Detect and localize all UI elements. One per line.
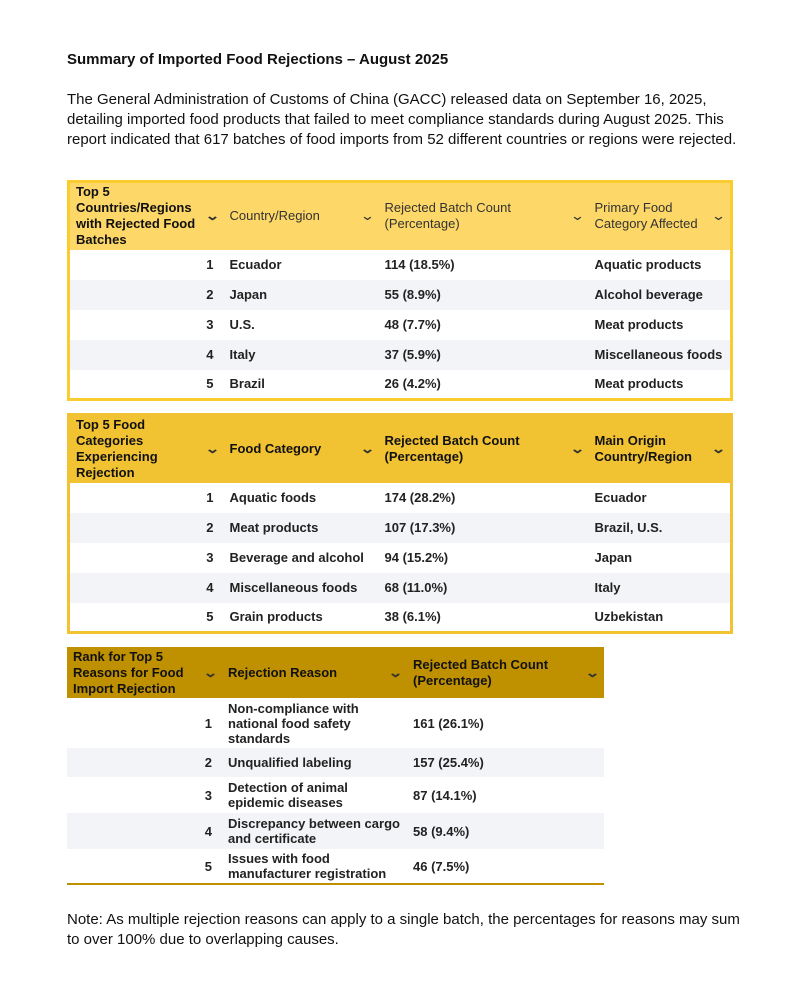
table-cell: Miscellaneous foods	[229, 580, 358, 595]
chevron-down-icon[interactable]: ⌄	[359, 441, 375, 457]
chevron-down-icon[interactable]: ⌄	[204, 441, 220, 457]
rank-cell: 1	[206, 490, 214, 505]
table-cell: Discrepancy between cargo and certificate	[228, 816, 400, 846]
chevron-down-icon[interactable]: ⌄	[710, 441, 727, 457]
rank-cell: 1	[206, 257, 214, 272]
column-header[interactable]	[379, 182, 589, 250]
table-row	[67, 748, 604, 777]
column-header[interactable]	[407, 647, 604, 698]
rejection-reasons-table	[67, 647, 604, 885]
table-row	[69, 543, 732, 573]
column-header[interactable]	[379, 415, 589, 483]
table-cell: Italy	[594, 580, 621, 595]
table-cell: U.S.	[229, 317, 255, 332]
table-row	[69, 573, 732, 603]
column-header[interactable]	[589, 415, 732, 483]
table-cell: Detection of animal epidemic diseases	[228, 780, 348, 810]
table-cell: 107 (17.3%)	[384, 520, 456, 535]
intro-paragraph: The General Administration of Customs of China (GACC) released data on September 16, 2025, detailing imported food products that failed to meet compliance standards during August 2025. This report indicated that 617 batches of food imports from 52 different countries or regions were rejected.	[67, 91, 737, 148]
chevron-down-icon[interactable]: ⌄	[202, 664, 219, 680]
rank-cell: 2	[206, 520, 214, 535]
table-cell: 37 (5.9%)	[384, 347, 441, 362]
table-cell: 87 (14.1%)	[413, 787, 477, 803]
table-row	[69, 513, 732, 543]
table-row	[69, 340, 732, 370]
table-row	[69, 250, 732, 280]
chevron-down-icon[interactable]: ⌄	[710, 208, 727, 224]
column-header-label: Top 5 Food Categories Experiencing Rejection	[76, 417, 158, 481]
countries-table	[67, 180, 733, 401]
rank-cell: 5	[204, 858, 212, 874]
rank-cell: 2	[206, 287, 214, 302]
rank-cell: 4	[204, 823, 212, 839]
document-title: Summary of Imported Food Rejections – August 2025	[67, 51, 449, 68]
column-header-label: Main Origin Country/Region	[594, 433, 692, 465]
chevron-down-icon[interactable]: ⌄	[569, 208, 585, 224]
table-cell: 58 (9.4%)	[413, 823, 470, 839]
column-header[interactable]	[222, 647, 407, 698]
table-cell: 55 (8.9%)	[384, 287, 441, 302]
table-cell: Italy	[229, 347, 256, 362]
rank-cell: 5	[206, 609, 214, 625]
table-cell: 46 (7.5%)	[413, 858, 470, 874]
table-cell: 114 (18.5%)	[384, 257, 455, 272]
column-header-label: Country/Region	[229, 208, 320, 224]
table-cell: Beverage and alcohol	[229, 550, 364, 565]
chevron-down-icon[interactable]: ⌄	[204, 208, 220, 224]
table-cell: 174 (28.2%)	[384, 490, 456, 505]
table-cell: Non-compliance with national food safety standards	[228, 700, 359, 746]
table-row	[69, 483, 732, 513]
table-row	[67, 698, 604, 748]
table-cell: 48 (7.7%)	[384, 317, 441, 332]
column-header-label: Food Category	[229, 441, 322, 457]
rank-cell: 3	[204, 787, 212, 803]
table-cell: Aquatic products	[594, 257, 702, 272]
rank-cell: 3	[206, 317, 214, 332]
rank-cell: 1	[204, 715, 212, 731]
chevron-down-icon[interactable]: ⌄	[359, 208, 375, 224]
column-header[interactable]	[224, 182, 379, 250]
column-header-label: Rejection Reason	[228, 664, 338, 680]
column-header[interactable]	[589, 182, 732, 250]
chevron-down-icon[interactable]: ⌄	[387, 664, 404, 680]
table-cell: Issues with food manufacturer registration	[228, 851, 387, 881]
table-cell: Aquatic foods	[229, 490, 317, 505]
table-cell: Miscellaneous foods	[594, 347, 723, 362]
table-cell: Ecuador	[229, 257, 282, 272]
column-header[interactable]	[69, 182, 224, 250]
rank-cell: 4	[206, 347, 214, 362]
table-row	[69, 603, 732, 633]
table-cell: Meat products	[229, 520, 319, 535]
column-header-label: Rejected Batch Count (Percentage)	[413, 656, 549, 688]
column-header-label: Rank for Top 5 Reasons for Food Import Rejection	[73, 648, 184, 696]
column-header-label: Top 5 Countries/Regions with Rejected Food Batches	[76, 184, 196, 248]
table-row	[69, 310, 732, 340]
table-row	[69, 370, 732, 400]
table-cell: Japan	[229, 287, 268, 302]
table-cell: Meat products	[594, 376, 684, 392]
table-row	[67, 813, 604, 849]
table-cell: Brazil, U.S.	[594, 520, 663, 535]
table-cell: 161 (26.1%)	[413, 715, 484, 731]
table-cell: Unqualified labeling	[228, 755, 352, 770]
chevron-down-icon[interactable]: ⌄	[569, 441, 585, 457]
rank-cell: 4	[206, 580, 214, 595]
column-header[interactable]	[67, 647, 222, 698]
table-cell: Brazil	[229, 376, 265, 392]
column-header[interactable]	[69, 415, 224, 483]
table-cell: Meat products	[594, 317, 684, 332]
column-header-label: Primary Food Category Affected	[594, 200, 698, 232]
table-cell: Ecuador	[594, 490, 647, 505]
table-cell: 38 (6.1%)	[384, 609, 441, 625]
column-header-label: Rejected Batch Count (Percentage)	[384, 433, 520, 465]
table-cell: 157 (25.4%)	[413, 755, 484, 770]
table-cell: 26 (4.2%)	[384, 376, 441, 392]
rank-cell: 3	[206, 550, 214, 565]
chevron-down-icon[interactable]: ⌄	[584, 664, 601, 680]
table-cell: 94 (15.2%)	[384, 550, 449, 565]
table-cell: Grain products	[229, 609, 323, 625]
table-cell: Alcohol beverage	[594, 287, 703, 302]
table-cell: Japan	[594, 550, 633, 565]
rank-cell: 5	[206, 376, 214, 392]
food-categories-table	[67, 413, 733, 634]
table-cell: 68 (11.0%)	[384, 580, 448, 595]
column-header-label: Rejected Batch Count (Percentage)	[384, 200, 511, 232]
table-row	[67, 777, 604, 813]
table-row	[69, 280, 732, 310]
table-row	[67, 849, 604, 884]
rank-cell: 2	[204, 755, 212, 770]
column-header[interactable]	[224, 415, 379, 483]
footnote: Note: As multiple rejection reasons can apply to a single batch, the percentages for reasons may sum to over 100% due to overlapping causes.	[67, 911, 740, 948]
table-cell: Uzbekistan	[594, 609, 664, 625]
